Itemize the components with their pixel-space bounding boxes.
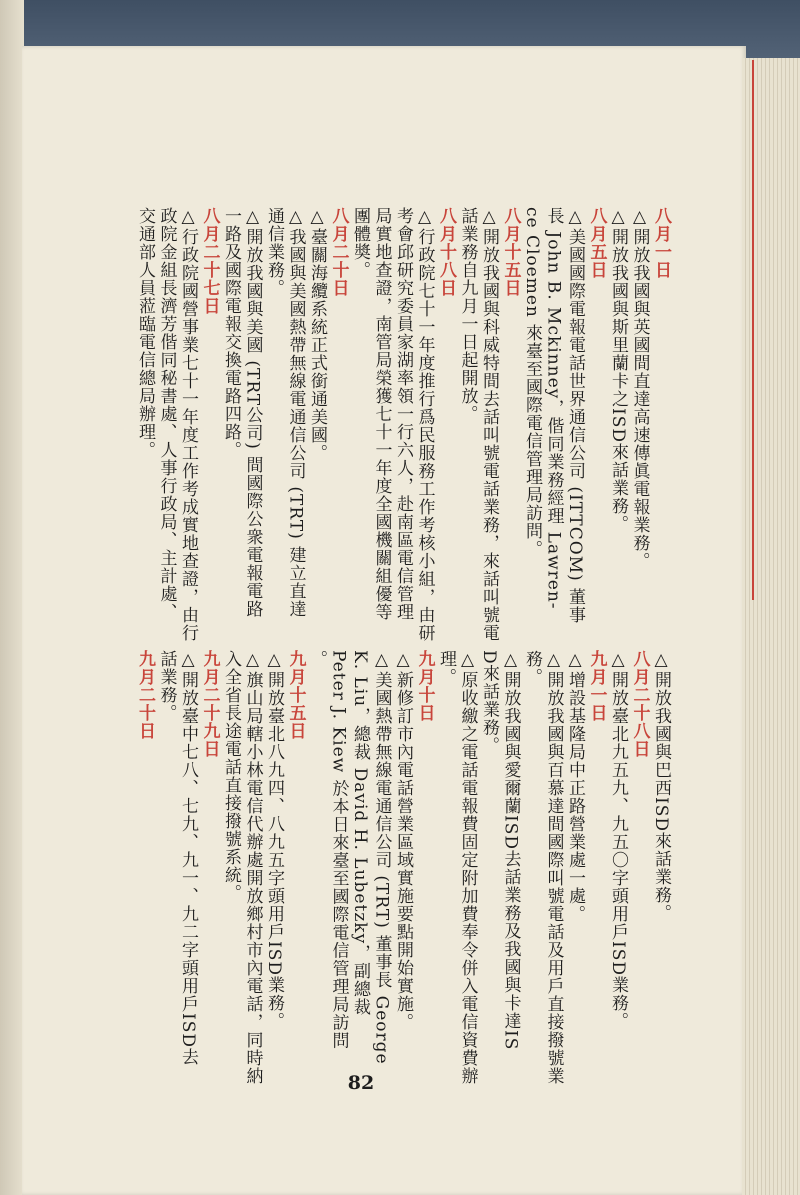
entry-text: △美國國際電報電話世界通信公司 (ITTCOM) 董事 [565,207,585,625]
entry-text: △原收繳之電話電報費固定附加費奉令併入電信資費辦 [457,650,478,1085]
entry-text: ce Cloemen 來臺至國際電信管理局訪問。 [522,207,542,559]
entry-text: K. Liu，總裁 David H. Lubetzky，副總裁 [350,650,370,1017]
entry-text: 務。 [522,650,542,686]
entry-date: 八月二十七日 [199,207,220,315]
entry-text: △開放我國與百慕達間國際叫號電話及用戶直接撥號業 [543,650,564,1085]
entry-text: 局實地查證，南管局榮獲七十一年度全國機關組優等 [371,207,392,621]
entry-text: △臺關海纜系統正式銜通美國。 [307,207,327,462]
entry-date: 八月十五日 [500,207,521,297]
entry-text: △開放臺北八九四、八九五字頭用戶ISD業務。 [264,650,284,1030]
entry-text: △增設基隆局中正路營業處一處。 [565,650,585,923]
entry-text: △開放我國與愛爾蘭ISD去話業務及我國與卡達IS [500,650,521,1051]
entry-date: 九月十日 [414,650,435,722]
entry-date: 八月十八日 [436,207,456,297]
entry-text: 。 [307,650,327,668]
entry-text: △行政院七十一年度推行爲民服務工作考核小組，由研 [414,207,435,642]
entry-text: 理。 [436,650,456,686]
entry-text: △開放我國與美國 (TRT公司) 間國際公衆電報電路 [242,207,263,619]
entry-text: 交通部人員蒞臨電信總局辦理。 [135,207,155,459]
entry-date: 八月一日 [651,207,671,279]
entry-text: 入全省長途電話直接撥號系統。 [221,650,241,902]
entry-text: 考會邱研究委員家湖率領一行六人，赴南區電信管理 [393,207,413,621]
entry-text: △新修訂市內電話營業區域實施要點開始實施。 [393,650,413,1031]
entry-text: 政院金組長濟芳偕同秘書處、人事行政局、主計處、 [156,207,177,621]
entry-text: △我國與美國熱帶無線電通信公司 (TRT) 建立直達 [285,207,306,619]
entry-date: 九月二十九日 [199,650,220,758]
entry-text: 團體奬。 [350,207,370,279]
entry-text: D來話業務。 [479,650,499,755]
entry-text: △開放我國與英國間直達高速傳眞電報業務。 [629,207,650,570]
previous-page-edge [0,0,24,1195]
entry-text: △開放我國與巴西ISD來話業務。 [651,650,671,922]
entry-text: 通信業務。 [264,207,284,297]
entry-text: 話業務自九月一日起開放。 [457,207,478,423]
entry-text: △行政院國營事業七十一年度工作考成實地查證，由行 [178,207,198,642]
entry-text: △開放臺中七八、七九、九一、九二字頭用戶ISD去 [178,650,198,1066]
page-number: 82 [347,1072,375,1094]
page-stack-edges [742,58,800,1195]
entry-text: △美國熱帶無線電通信公司 (TRT) 董事長 George [371,650,392,1065]
entry-text: 長 John B. Mckinney，偕同業務經理 Lawren- [543,207,564,610]
entry-text: △開放臺北九五九、九五〇字頭用戶ISD業務。 [608,650,628,1030]
entry-text: Peter J. Kiew 於本日來臺至國際電信管理局訪問 [328,650,349,1050]
entry-date: 九月二十日 [135,650,155,740]
entry-date: 八月五日 [586,207,607,279]
entry-date: 九月一日 [586,650,607,722]
entry-date: 九月十五日 [285,650,306,740]
red-margin-rule [752,60,754,600]
entry-text: △旗山局轄小林電信代辦處開放鄉村市內電話，同時納 [242,650,263,1085]
entry-date: 八月二十八日 [629,650,650,758]
entry-text: △開放我國與斯里蘭卡之ISD來話業務。 [608,207,628,533]
entry-text: 話業務。 [156,650,177,722]
entry-text: △開放我國與科威特間去話叫號電話業務，來話叫號電 [479,207,499,642]
entry-date: 八月二十日 [328,207,349,297]
entry-text: 一路及國際電報交換電路四路。 [221,207,241,459]
